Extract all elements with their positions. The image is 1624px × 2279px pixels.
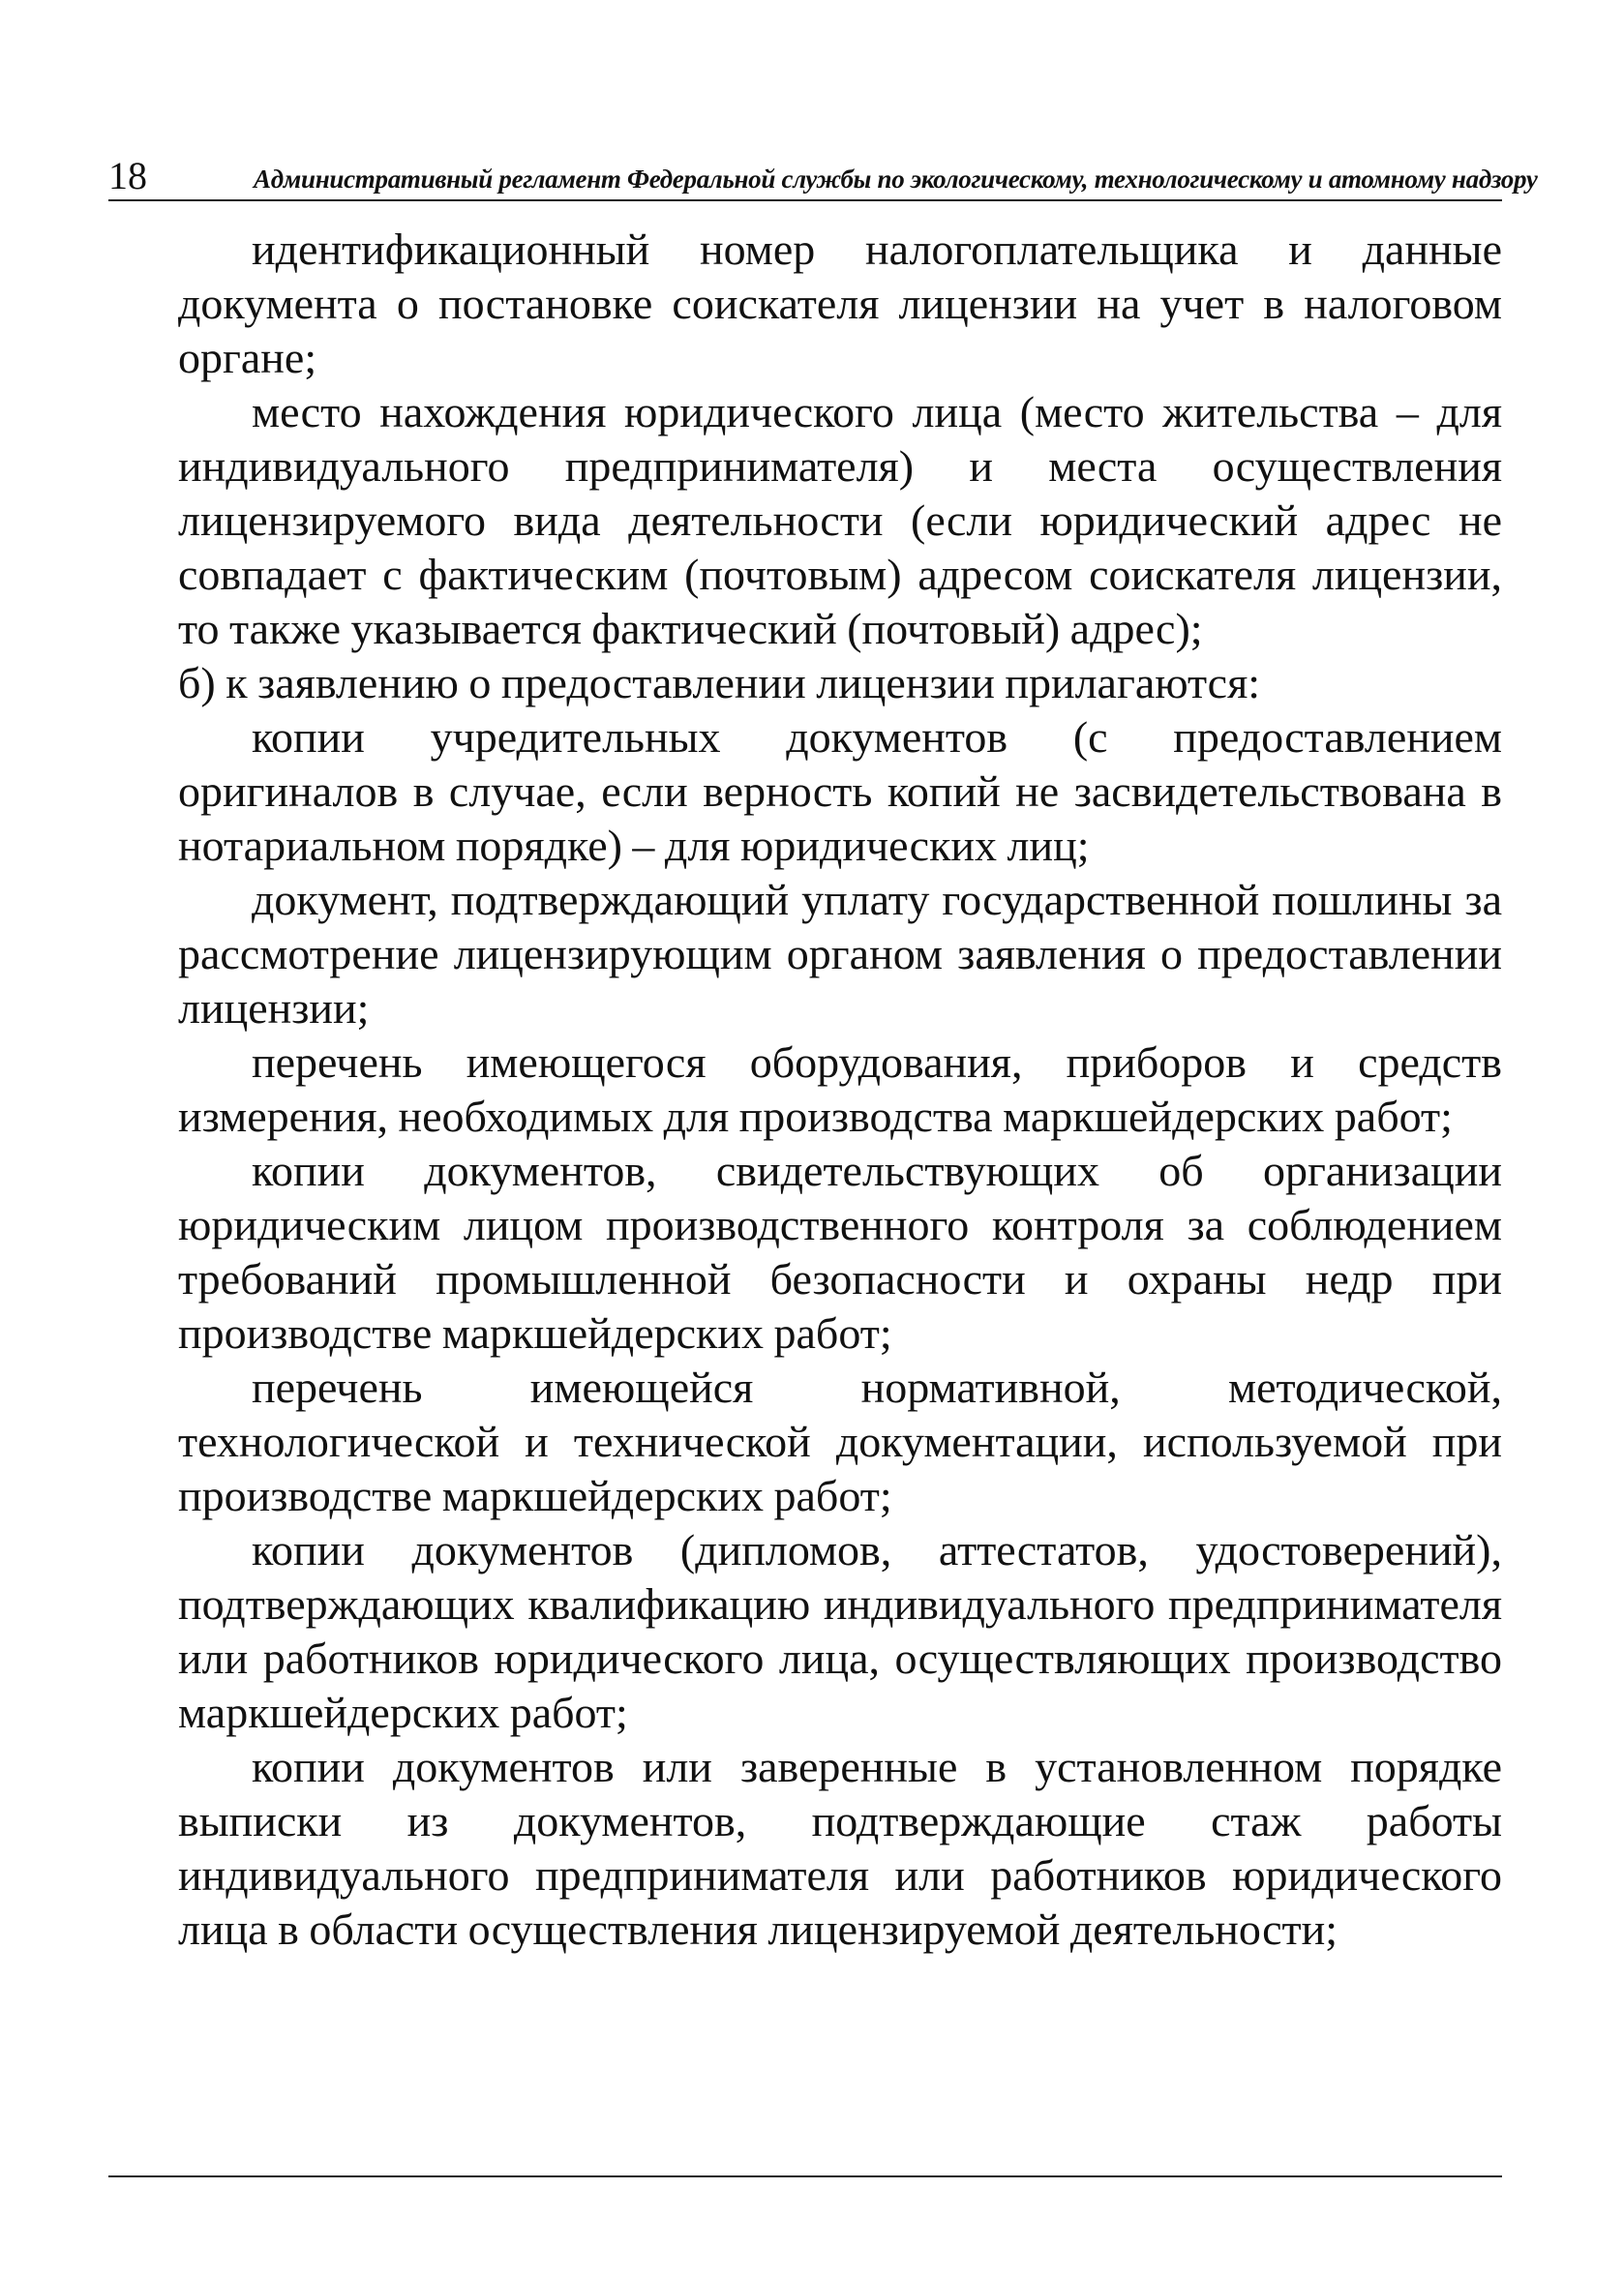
paragraph: документ, подтверждающий уплату государственной пошлины за рассмотрение лицензирующим органом заявления о предоставлении лицензии; (178, 875, 1502, 1033)
body-text (178, 223, 1502, 1957)
page-number: 18 (108, 154, 147, 197)
paragraph: копии документов или заверенные в установленном порядке выписки из документов, подтверждающие стаж работы индивидуального предпринимателя или работников юридического лица в области осуществления лицензируемой деятельности; (178, 1742, 1502, 1954)
paragraph: перечень имеющегося оборудования, приборов и средств измерения, необходимых для производства маркшейдерских работ; (178, 1037, 1502, 1141)
page-header (108, 153, 1538, 201)
running-title: Административный регламент Федеральной службы по экологическому, технологическому и атомному надзору (254, 165, 1538, 194)
paragraph: копии документов, свидетельствующих об организации юридическим лицом производственного контроля за соблюдением требований промышленной безопасности и охраны недр при производстве маркшейдерских работ; (178, 1146, 1502, 1358)
paragraph: идентификационный номер налогоплательщика и данные документа о постановке соискателя лицензии на учет в налоговом органе; (178, 225, 1502, 382)
paragraph: копии документов (дипломов, аттестатов, удостоверений), подтверждающих квалификацию индивидуального предпринимателя или работников юридического лица, осуществляющих производство маркшейдерских работ; (178, 1525, 1502, 1737)
paragraph: б) к заявлению о предоставлении лицензии прилагаются: (178, 658, 1261, 707)
paragraph: копии учредительных документов (с предоставлением оригиналов в случае, если верность копий не засвидетельствована в нотариальном порядке) – для юридических лиц; (178, 712, 1502, 870)
footer-rule (108, 2175, 1502, 2177)
paragraph: перечень имеющейся нормативной, методической, технологической и технической документации, используемой при производстве маркшейдерских работ; (178, 1363, 1502, 1520)
paragraph: место нахождения юридического лица (место жительства – для индивидуального предпринимателя) и места осуществления лицензируемого вида деятельности (если юридический адрес не совпадает с фактическим (почтовым) адресом соискателя лицензии, то также указывается фактический (почтовый) адрес); (178, 387, 1502, 653)
